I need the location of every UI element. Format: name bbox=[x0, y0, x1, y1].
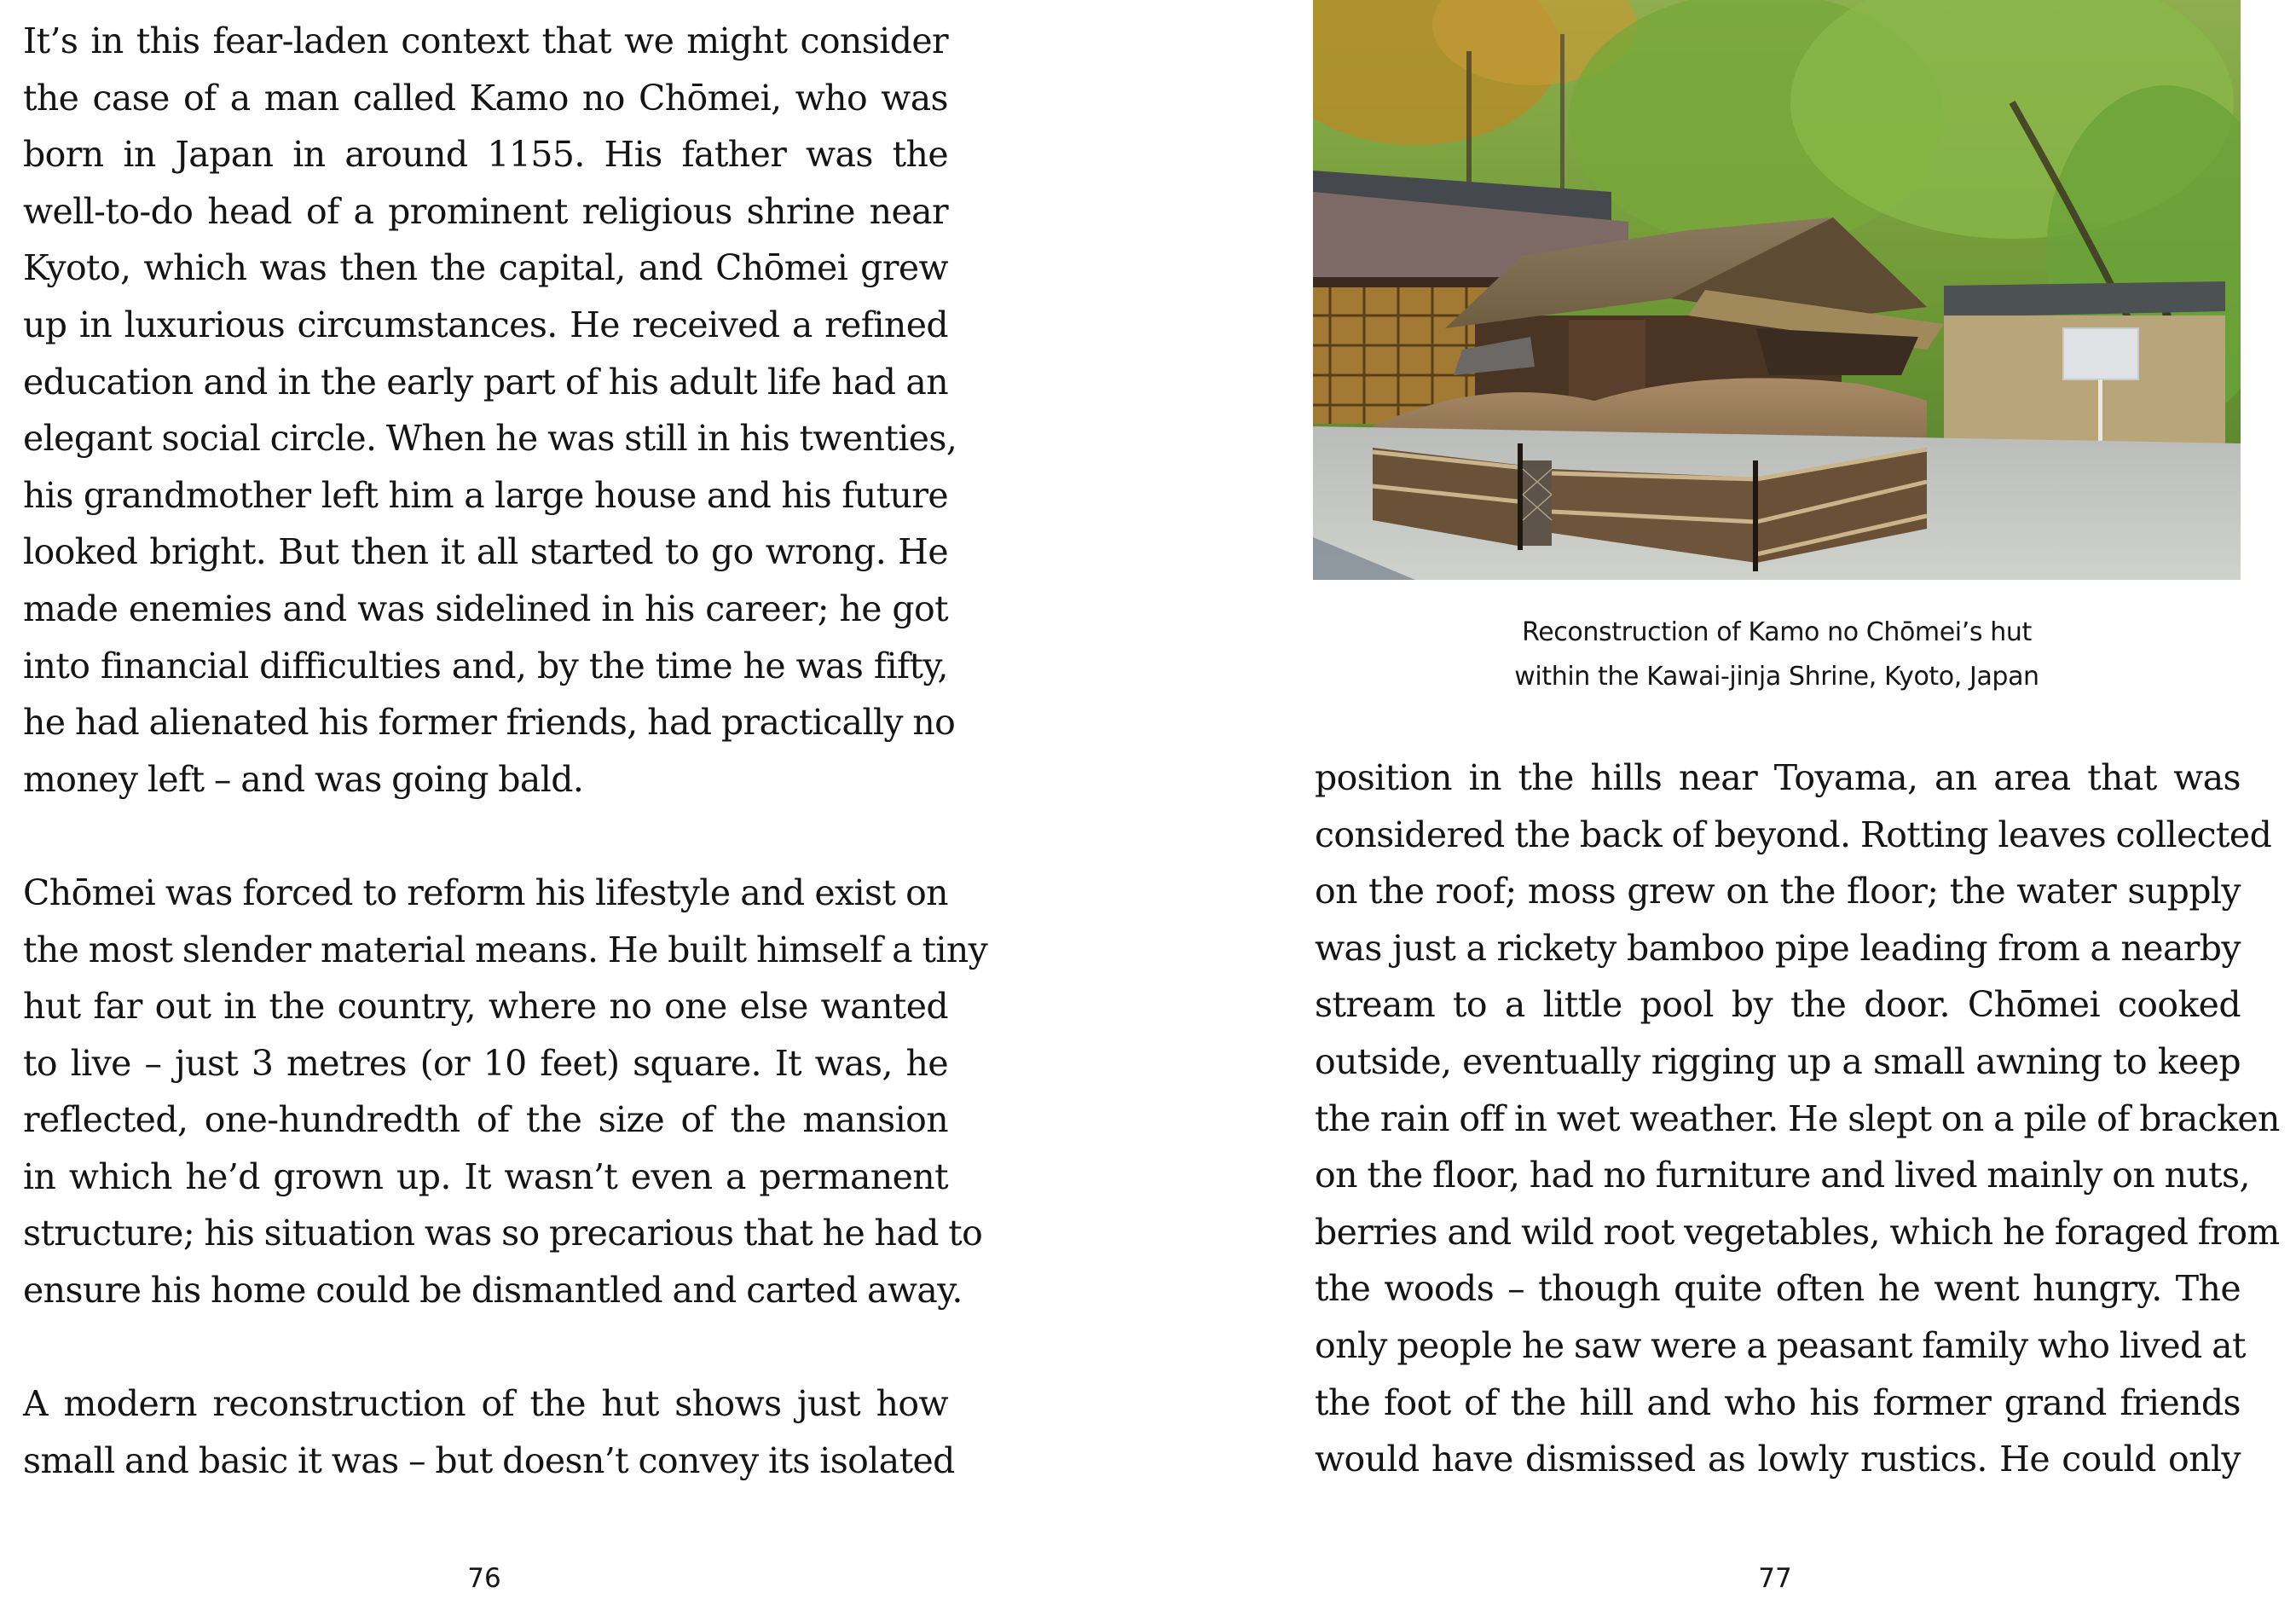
text-line: reflected, one-hundredth of the size of the mansion bbox=[23, 1099, 948, 1141]
body-text-column bbox=[1315, 750, 2280, 1488]
paragraph bbox=[1315, 750, 2280, 1488]
text-line: money left – and was going bald. bbox=[23, 758, 584, 800]
caption-line: Reconstruction of Kamo no Chōmei’s hut bbox=[1522, 617, 2032, 647]
text-line: he had alienated his former friends, had practically no bbox=[23, 702, 956, 744]
text-line: small and basic it was – but doesn’t convey its isolated bbox=[23, 1439, 955, 1481]
text-line: in which he’d grown up. It wasn’t even a permanent bbox=[23, 1155, 948, 1197]
photo-illustration bbox=[1313, 0, 2241, 580]
text-line: made enemies and was sidelined in his career; he got bbox=[23, 588, 948, 629]
text-line: stream to a little pool by the door. Chōmei cooked bbox=[1315, 984, 2241, 1026]
text-line: the woods – though quite often he went hungry. The bbox=[1315, 1268, 2241, 1310]
text-line: the case of a man called Kamo no Chōmei, who was bbox=[23, 77, 948, 119]
text-line: born in Japan in around 1155. His father was the bbox=[23, 134, 948, 176]
page-number: 76 bbox=[467, 1563, 501, 1594]
text-line: education and in the early part of his adult life had an bbox=[23, 361, 948, 402]
text-line: the foot of the hill and who his former grand friends bbox=[1315, 1381, 2241, 1423]
paragraph bbox=[23, 865, 988, 1319]
text-line: into financial difficulties and, by the time he was fifty, bbox=[23, 645, 948, 686]
text-line: would have dismissed as lowly rustics. He could only bbox=[1315, 1439, 2241, 1480]
text-line: berries and wild root vegetables, which he foraged from bbox=[1315, 1211, 2280, 1253]
text-line: elegant social circle. When he was still in his twenties, bbox=[23, 418, 957, 460]
text-line: only people he saw were a peasant family who lived at bbox=[1315, 1324, 2246, 1366]
paragraph bbox=[23, 1375, 955, 1489]
right-page bbox=[1148, 0, 2296, 1604]
text-line: on the floor, had no furniture and lived mainly on nuts, bbox=[1315, 1155, 2250, 1196]
text-line: position in the hills near Toyama, an area that was bbox=[1315, 757, 2241, 798]
body-text-column bbox=[23, 13, 988, 1489]
text-line: It’s in this fear-laden context that we might consider bbox=[23, 20, 948, 61]
hut-photo bbox=[1313, 0, 2241, 580]
text-line: Kyoto, which was then the capital, and Chōmei grew bbox=[23, 247, 948, 289]
text-line: A modern reconstruction of the hut shows just how bbox=[23, 1383, 948, 1425]
text-line: his grandmother left him a large house and his future bbox=[23, 474, 948, 516]
text-line: outside, eventually rigging up a small awning to keep bbox=[1315, 1040, 2241, 1082]
paragraph bbox=[23, 13, 957, 808]
text-line: hut far out in the country, where no one else wanted bbox=[23, 986, 948, 1028]
page-number: 77 bbox=[1758, 1563, 1792, 1594]
text-line: the most slender material means. He built himself a tiny bbox=[23, 929, 988, 970]
text-line: considered the back of beyond. Rotting leaves collected bbox=[1315, 814, 2272, 855]
text-line: the rain off in wet weather. He slept on a pile of bracken bbox=[1315, 1097, 2280, 1139]
text-line: to live – just 3 metres (or 10 feet) square. It was, he bbox=[23, 1042, 948, 1084]
text-line: well-to-do head of a prominent religious shrine near bbox=[23, 190, 948, 232]
text-line: Chōmei was forced to reform his lifestyle and exist on bbox=[23, 871, 948, 913]
text-line: ensure his home could be dismantled and carted away. bbox=[23, 1270, 963, 1312]
text-line: structure; his situation was so precarious that he had to bbox=[23, 1213, 983, 1254]
text-line: was just a rickety bamboo pipe leading from a nearby bbox=[1315, 927, 2241, 969]
photo-caption bbox=[1313, 611, 2241, 699]
caption-line: within the Kawai-jinja Shrine, Kyoto, Japan bbox=[1514, 662, 2039, 692]
text-line: looked bright. But then it all started to go wrong. He bbox=[23, 531, 948, 573]
text-line: on the roof; moss grew on the floor; the water supply bbox=[1315, 871, 2241, 912]
text-line: up in luxurious circumstances. He received a refined bbox=[23, 304, 948, 345]
